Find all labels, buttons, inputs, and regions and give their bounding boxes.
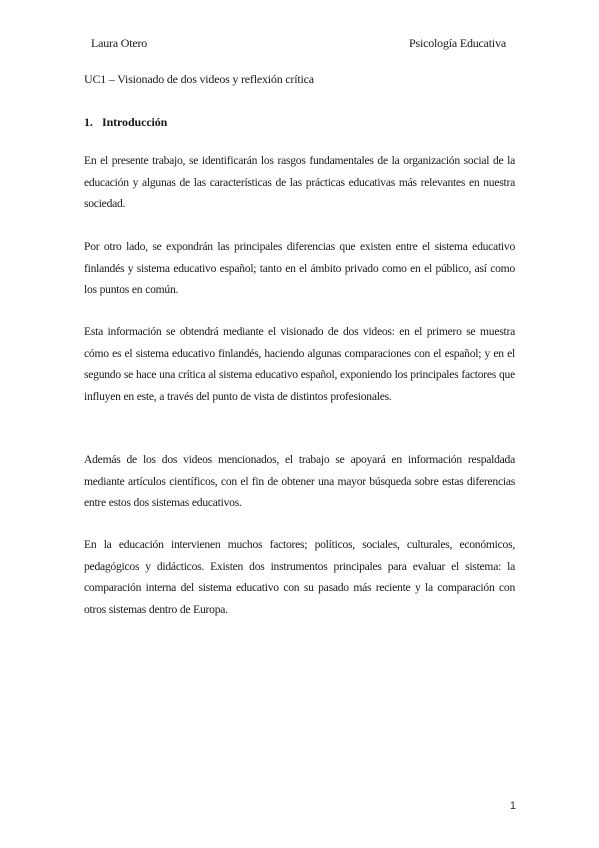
paragraph: En el presente trabajo, se identificarán los rasgos fundamentales de la organización social de la educación y algunas de las características de las prácticas educativas más relevantes en nuestra sociedad. xyxy=(84,154,515,210)
paragraph: Esta información se obtendrá mediante el visionado de dos videos: en el primero se muestra cómo es el sistema educativo finlandés, haciendo algunas comparaciones con el español; y en el segundo se hace una crítica al sistema educativo español, exponiendo los principales factores que influyen en este, a través del punto de vista de distintos profesionales. xyxy=(84,325,515,403)
header-author: Laura Otero xyxy=(91,36,148,50)
paragraph: Además de los dos videos mencionados, el trabajo se apoyará en información respaldada mediante artículos científicos, con el fin de obtener una mayor búsqueda sobre estas diferencias entre estos dos sistemas educativos. xyxy=(84,453,515,509)
section-title: Introducción xyxy=(102,115,168,129)
section-heading xyxy=(84,115,167,130)
paragraph: Por otro lado, se expondrán las principales diferencias que existen entre el sistema educativo finlandés y sistema educativo español; tanto en el ámbito privado como en el público, así como los puntos en común. xyxy=(84,240,515,296)
section-number: 1. xyxy=(84,115,93,129)
paragraph: En la educación intervienen muchos factores; políticos, sociales, culturales, económicos, pedagógicos y didácticos. Existen dos instrumentos principales para evaluar el sistema: la comparación interna del sistema educativo con su pasado más reciente y la comparación con otros sistemas dentro de Europa. xyxy=(84,538,515,616)
document-subtitle: UC1 – Visionado de dos videos y reflexión crítica xyxy=(84,72,314,86)
header-course: Psicología Educativa xyxy=(409,36,506,50)
page-number: 1 xyxy=(509,800,516,812)
